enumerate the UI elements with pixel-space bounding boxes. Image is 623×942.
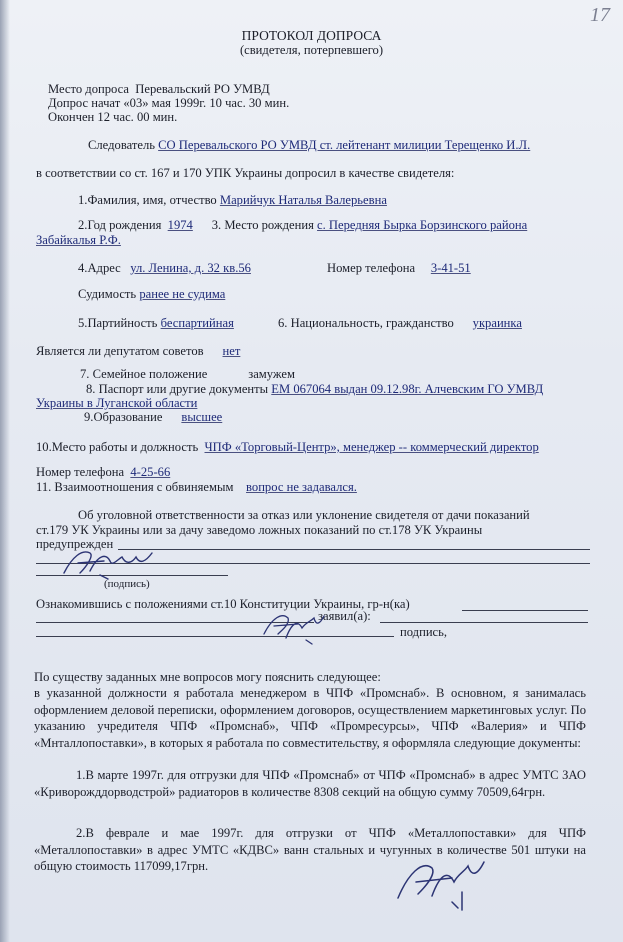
field-nationality: 6. Национальность, гражданство украинка (278, 316, 522, 330)
handwritten-signature-2 (258, 608, 328, 648)
field-phone: Номер телефона 3-41-51 (327, 261, 471, 275)
field-party: 5.Партийность беспартийная (78, 316, 234, 330)
end-time: Окончен 12 час. 00 мин. (48, 110, 178, 124)
place-line: Место допроса Перевальский РО УМВД (48, 82, 270, 96)
field-conviction: Судимость ранее не судима (78, 287, 226, 301)
party-value: беспартийная (160, 316, 234, 330)
warned-underline (118, 549, 590, 550)
start-time: Допрос начат «03» мая 1999г. 10 час. 30 мин. (48, 96, 290, 110)
birth-place-value: с. Передняя Бырка Борзинского района (317, 218, 528, 232)
field-address: 4.Адрес ул. Ленина, д. 32 кв.56 (78, 261, 251, 275)
field-passport: 8. Паспорт или другие документы ЕМ 067064 выдан 09.12.98г. Алчевским ГО УМВД (86, 382, 544, 396)
document-subtitle: (свидетеля, потерпевшего) (239, 43, 384, 57)
signature-underline-2 (36, 636, 394, 637)
field-name: 1.Фамилия, имя, отчество Марийчук Наталья Валерьевна (78, 193, 387, 207)
testimony-paragraph-1: в указанной должности я работала менеджером в ЧПФ «Промснаб». В основном, я занималась оформлением деловой переписки, оформлением договоров, осуществлением маркетинговых услуг. По указанию учредителя ЧПФ «Промснаб», ЧПФ «Промресурсы», ЧПФ «Валерия» и ЧПФ «Мнталлопоставки», в которых я работала по совместительству, я оформляла следующие документы: (34, 686, 586, 750)
citizen-underline (462, 610, 588, 611)
conviction-value: ранее не судима (139, 287, 226, 301)
field-relations: 11. Взаимоотношения с обвиняемым вопрос не задавался. (36, 480, 357, 494)
page-edge-shadow (0, 0, 10, 942)
stated-underline-right (380, 622, 588, 623)
signature-caption: (подпись) (104, 578, 150, 590)
passport-value: ЕМ 067064 выдан 09.12.98г. Алчевским ГО УМВД (271, 382, 544, 396)
field-name-value: Марийчук Наталья Валерьевна (219, 193, 387, 207)
testimony-paragraph-2: 1.В марте 1997г. для отгрузки для ЧПФ «Промснаб» от ЧПФ «Промснаб» в адрес УМТС ЗАО «Криворожддорводстрой» радиаторов в количестве 8308 секций на общую сумму 70509,64грн. (34, 768, 586, 799)
testimony-intro: По существу заданных мне вопросов могу пояснить следующее: (34, 670, 381, 684)
nationality-value: украинка (472, 316, 522, 330)
education-value: высшее (181, 410, 223, 424)
investigator-value: СО Перевальского РО УМВД ст. лейтенант милиции Терещенко И.Л. (158, 138, 531, 152)
accordance-line: в соответствии со ст. 167 и 170 УПК Украины допросил в качестве свидетеля: (36, 166, 455, 180)
field-deputy: Является ли депутатом советов нет (36, 344, 241, 358)
field-education: 9.Образование высшее (84, 410, 223, 424)
handwritten-signature-3 (392, 852, 488, 914)
stated-label: заявил(а): (318, 609, 371, 623)
phone-value: 3-41-51 (430, 261, 471, 275)
field-workplace: 10.Место работы и должность ЧПФ «Торговый-Центр», менеджер -- коммерческий директор (36, 440, 539, 454)
relations-value: вопрос не задавался. (246, 480, 357, 494)
place-value: Перевальский РО УМВД (135, 82, 270, 96)
marital-value: замужем (248, 367, 295, 381)
phone2-value: 4-25-66 (130, 465, 171, 479)
page-number-mark: 17 (590, 4, 610, 26)
document-title: ПРОТОКОЛ ДОПРОСА (241, 28, 382, 43)
field-marital: 7. Семейное положение замужем (80, 367, 295, 381)
passport-cont: Украины в Луганской области (36, 396, 198, 410)
field-phone2: Номер телефона 4-25-66 (36, 465, 171, 479)
address-value: ул. Ленина, д. 32 кв.56 (130, 261, 251, 275)
workplace-value: ЧПФ «Торговый-Центр», менеджер -- коммерческий директор (204, 440, 539, 454)
investigator-line: Следователь СО Перевальского РО УМВД ст. лейтенант милиции Терещенко И.Л. (88, 138, 531, 152)
birth-year-value: 1974 (167, 218, 193, 232)
birth-place-cont: Забайкалья Р.Ф. (36, 233, 121, 247)
constitution-line: Ознакомившись с положениями ст.10 Конституции Украины, гр-н(ка) (36, 597, 410, 611)
deputy-value: нет (222, 344, 241, 358)
warning-line-2: ст.179 УК Украины или за дачу заведомо ложных показаний по ст.178 УК Украины (36, 523, 483, 537)
warning-line-1: Об уголовной ответственности за отказ или уклонение свидетеля от дачи показаний (78, 508, 530, 522)
warned-label: предупрежден (36, 537, 114, 551)
testimony-paragraph-3: 2.В феврале и мае 1997г. для отгрузки от ЧПФ «Металлопоставки» для ЧПФ «Металлопоставки» в адрес УМТС «КДВС» ванн стальных и чугунных в количестве 501 штуки на общую стоимость 117099,17грн. (34, 826, 586, 873)
signature-label: подпись, (400, 625, 448, 639)
field-birth: 2.Год рождения 1974 3. Место рождения с. Передняя Бырка Борзинского района (78, 218, 528, 232)
